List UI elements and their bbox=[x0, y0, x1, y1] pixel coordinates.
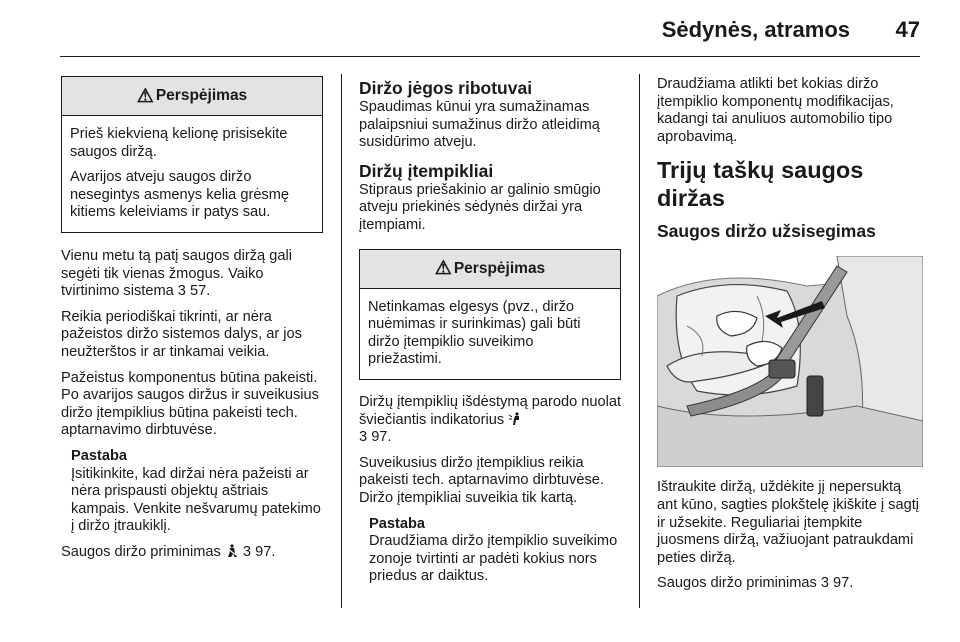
column-divider bbox=[639, 74, 640, 608]
warning-text: Netinkamas elgesys (pvz., diržo nuėmimas ir surinkimas) gali būti diržo įtempiklio suveikimo priežastimi. bbox=[368, 298, 581, 368]
paragraph-text: Vienu metu tą patį saugos diržą gali segėti tik vienas žmogus. Vaiko tvirtinimo sistema bbox=[61, 247, 292, 300]
page-header bbox=[60, 0, 920, 60]
warning-body bbox=[62, 116, 322, 232]
paragraph: Reikia periodiškai tikrinti, ar nėra pažeistos diržo sistemos dalys, ar jos neužterštos ir ar tinkamai veikia. bbox=[61, 308, 302, 360]
page-reference: 97. bbox=[833, 575, 854, 592]
reference-icon: 3 bbox=[359, 429, 368, 446]
warning-box bbox=[359, 249, 621, 380]
note-title: Pastaba bbox=[369, 515, 425, 532]
seatbelt-illustration bbox=[657, 256, 923, 467]
paragraph-text: Saugos diržo priminimas bbox=[657, 575, 817, 592]
section-heading: Saugos diržo užsisegimas bbox=[657, 221, 876, 242]
warning-icon: ⚠ bbox=[434, 258, 452, 280]
warning-text: Prieš kiekvieną kelionę prisisekite saugos diržą. bbox=[70, 126, 288, 160]
warning-icon: ⚠ bbox=[136, 85, 154, 107]
warning-text: Avarijos atveju saugos diržo nesegintys asmenys kelia grėsmę kitiems keleiviams ir patys sau. bbox=[70, 169, 290, 221]
paragraph: Suveikusius diržo įtempiklius reikia pakeisti tech. aptarnavimo dirbtuvėse. Diržo įtempikliai suveikia tik kartą. bbox=[359, 454, 604, 506]
section-heading: Diržų įtempikliai bbox=[359, 160, 494, 181]
paragraph: Pažeistus komponentus būtina pakeisti. Po avarijos saugos diržus ir suveikusius diržo įtempiklius būtina pakeisti tech. aptarnavimo dirbtuvėse. bbox=[61, 369, 319, 439]
paragraph bbox=[61, 544, 323, 562]
paragraph: Draudžiama atlikti bet kokias diržo įtempiklio komponentų modifikacijas, kadangi tai anuliuos automobilio tipo aprobavimą. bbox=[657, 76, 894, 145]
paragraph: Stipraus priešakinio ar galinio smūgio atveju priekinės sėdynės diržai yra įtempiami. bbox=[359, 181, 601, 233]
section-heading: Diržo jėgos ribotuvai bbox=[359, 78, 533, 98]
paragraph bbox=[657, 575, 923, 593]
note-text: Įsitikinkite, kad diržai nėra pažeisti ar nėra prispausti objektų aštriais kampais. Venkite nešvarumų patekimo į diržo įtraukiklį. bbox=[71, 465, 321, 535]
paragraph: Spaudimas kūnui yra sumažinamas palaipsniui sumažinus diržo atleidimą susidūrimo atveju. bbox=[359, 99, 600, 151]
reference-icon: 3 bbox=[820, 575, 829, 592]
column-divider bbox=[341, 74, 342, 608]
warning-header bbox=[360, 250, 620, 289]
page-number: 47 bbox=[895, 17, 920, 42]
warning-body bbox=[360, 289, 620, 379]
pretensioner-indicator-icon bbox=[508, 412, 522, 426]
page-title: Sėdynės, atramos bbox=[661, 17, 850, 42]
warning-title: Perspėjimas bbox=[453, 259, 546, 277]
warning-title: Perspėjimas bbox=[155, 87, 248, 104]
column-1 bbox=[61, 76, 323, 561]
reference-icon: 3 bbox=[242, 543, 252, 560]
note-title: Pastaba bbox=[71, 447, 127, 464]
header-rule bbox=[60, 56, 920, 57]
column-2 bbox=[359, 78, 621, 586]
note bbox=[359, 516, 621, 586]
page-reference: 97. bbox=[255, 543, 276, 560]
page-reference: 97. bbox=[371, 429, 392, 446]
chapter-heading: Trijų taškų saugos diržas bbox=[657, 157, 864, 212]
warning-box bbox=[61, 76, 323, 233]
paragraph-text: Diržų įtempiklių išdėstymą parodo nuolat šviečiantis indikatorius bbox=[359, 393, 621, 428]
note bbox=[61, 448, 323, 536]
reference-icon: 3 bbox=[177, 283, 186, 300]
column-3 bbox=[657, 76, 923, 593]
warning-header bbox=[62, 77, 322, 116]
paragraph bbox=[359, 394, 621, 447]
paragraph: Ištraukite diržą, uždėkite jį nepersuktą ant kūno, sagties plokštelę įkiškite į sagtį ir užsekite. Reguliariai įtempkite juosmens diržą, važiuojant patraukdami peties diržą. bbox=[657, 479, 920, 566]
seatbelt-reminder-icon bbox=[225, 544, 239, 558]
page-reference: 57. bbox=[189, 283, 211, 300]
paragraph-text: Saugos diržo priminimas bbox=[61, 543, 221, 560]
note-text: Draudžiama diržo įtempiklio suveikimo zonoje tvirtinti ar padėti kokius nors priedus ar daiktus. bbox=[369, 533, 618, 585]
paragraph bbox=[61, 248, 323, 301]
